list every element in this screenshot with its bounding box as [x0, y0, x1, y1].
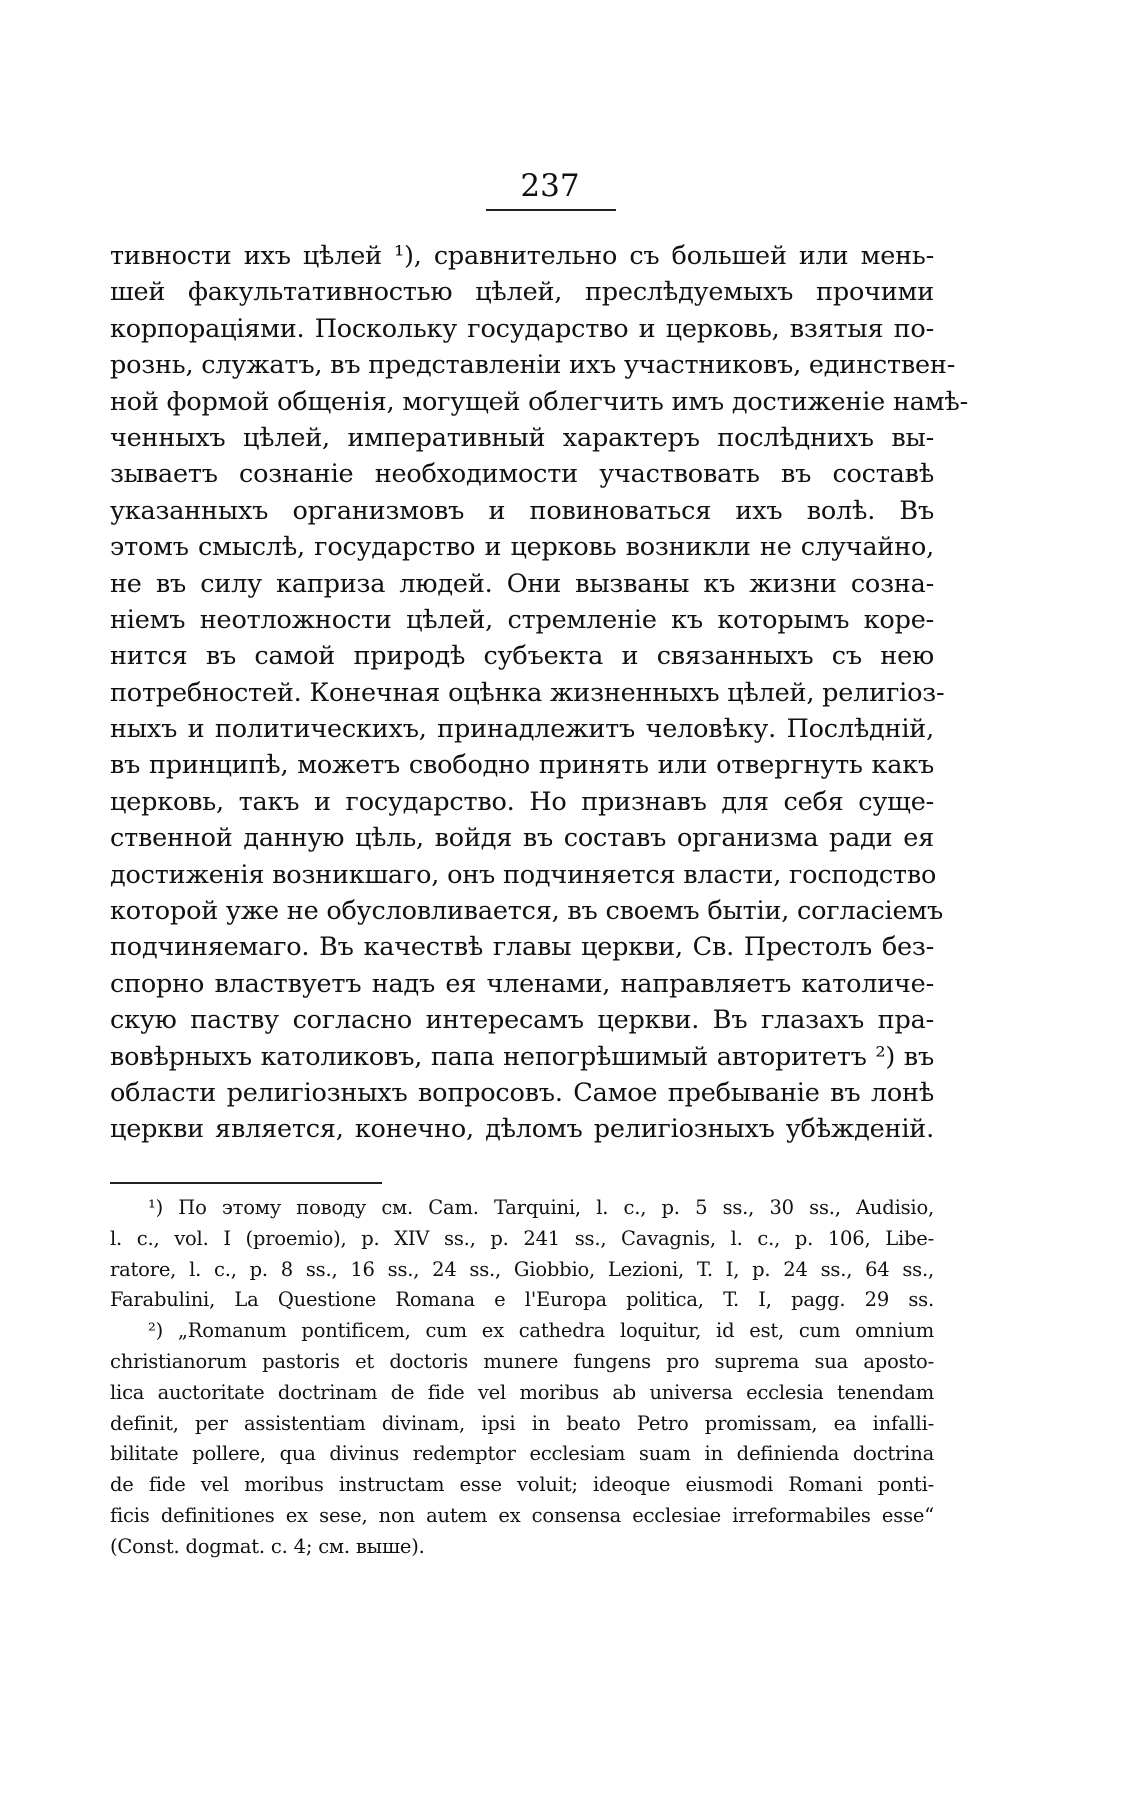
footnote-line: ficis definitiones ex sese, non autem ex consensa ecclesiae irreformabiles esse“	[110, 1503, 934, 1527]
body-line: спорно властвуетъ надъ ея членами, направляетъ католиче-	[110, 968, 934, 999]
footnote-line: ratore, l. c., p. 8 ss., 16 ss., 24 ss., Giobbio, Lezioni, T. I, p. 24 ss., 64 ss.,	[110, 1257, 934, 1281]
body-line: не въ силу каприза людей. Они вызваны къ жизни созна-	[110, 568, 934, 599]
body-line: достиженія возникшаго, онъ подчиняется власти, господство	[110, 859, 937, 890]
body-line: ной формой общенія, могущей облегчить имъ достиженіе намѣ-	[110, 386, 969, 417]
body-text	[110, 238, 969, 1148]
footnote-line: Farabulini, La Questione Romana e l'Europa politica, T. I, pagg. 29 ss.	[110, 1288, 934, 1312]
body-line: указанныхъ организмовъ и повиноваться ихъ волѣ. Въ	[110, 495, 934, 526]
body-line: ныхъ и политическихъ, принадлежитъ человѣку. Послѣдній,	[110, 714, 934, 745]
footnote-line: de fide vel moribus instructam esse voluit; ideoque eiusmodi Romani ponti-	[110, 1473, 934, 1497]
body-line: въ принципѣ, можетъ свободно принять или отвергнуть какъ	[110, 750, 934, 781]
body-line: зываетъ сознаніе необходимости участвовать въ составѣ	[110, 459, 934, 490]
body-line: корпораціями. Поскольку государство и церковь, взятыя по-	[110, 313, 934, 344]
page-number: 237	[520, 168, 580, 204]
footnote-divider	[110, 1182, 382, 1184]
body-line: церковь, такъ и государство. Но признавъ для себя суще-	[110, 786, 934, 817]
page-number-rule	[486, 209, 616, 211]
body-line: которой уже не обусловливается, въ своемъ бытіи, согласіемъ	[110, 896, 944, 927]
footnote-line: lica auctoritate doctrinam de fide vel moribus ab universa ecclesia tenendam	[110, 1380, 934, 1404]
footnote-line: ¹) По этому поводу см. Cam. Tarquini, l. c., p. 5 ss., 30 ss., Audisio,	[148, 1196, 934, 1219]
body-line: ченныхъ цѣлей, императивный характеръ послѣднихъ вы-	[110, 422, 934, 453]
footnote-line: christianorum pastoris et doctoris munere fungens pro suprema sua aposto-	[110, 1349, 934, 1373]
body-line: вовѣрныхъ католиковъ, папа непогрѣшимый авторитетъ ²) въ	[110, 1041, 934, 1072]
body-line: подчиняемаго. Въ качествѣ главы церкви, Св. Престолъ без-	[110, 932, 934, 963]
body-line: нится въ самой природѣ субъекта и связанныхъ съ нею	[110, 641, 934, 672]
body-line: ніемъ неотложности цѣлей, стремленіе къ которымъ коре-	[110, 604, 934, 635]
footnote-line: bilitate pollere, qua divinus redemptor ecclesiam suam in definienda doctrina	[110, 1442, 934, 1466]
body-line: этомъ смыслѣ, государство и церковь возникли не случайно,	[110, 532, 934, 563]
body-line: ственной данную цѣль, войдя въ составъ организма ради ея	[110, 823, 934, 854]
body-line: потребностей. Конечная оцѣнка жизненныхъ цѣлей, религіоз-	[110, 677, 945, 708]
footnote-line: definit, per assistentiam divinam, ipsi in beato Petro promissam, ea infalli-	[110, 1411, 934, 1435]
footnote-line: (Const. dogmat. c. 4; см. выше).	[110, 1534, 425, 1558]
body-line: скую паству согласно интересамъ церкви. Въ глазахъ пра-	[110, 1005, 934, 1036]
body-line: тивности ихъ цѣлей ¹), сравнительно съ большей или мень-	[110, 241, 934, 271]
body-line: церкви является, конечно, дѣломъ религіозныхъ убѣжденій.	[110, 1114, 934, 1145]
body-line: рознь, служатъ, въ представленіи ихъ участниковъ, единствен-	[110, 350, 956, 381]
body-line: области религіозныхъ вопросовъ. Самое пребываніе въ лонѣ	[110, 1077, 934, 1108]
footnote-line: ²) „Romanum pontificem, cum ex cathedra loquitur, id est, cum omnium	[148, 1319, 934, 1343]
footnote-line: l. c., vol. I (proemio), p. XIV ss., p. 241 ss., Cavagnis, l. c., p. 106, Libe-	[110, 1226, 934, 1250]
footnotes	[110, 1193, 934, 1563]
body-line: шей факультативностью цѣлей, преслѣдуемыхъ прочими	[110, 277, 934, 308]
